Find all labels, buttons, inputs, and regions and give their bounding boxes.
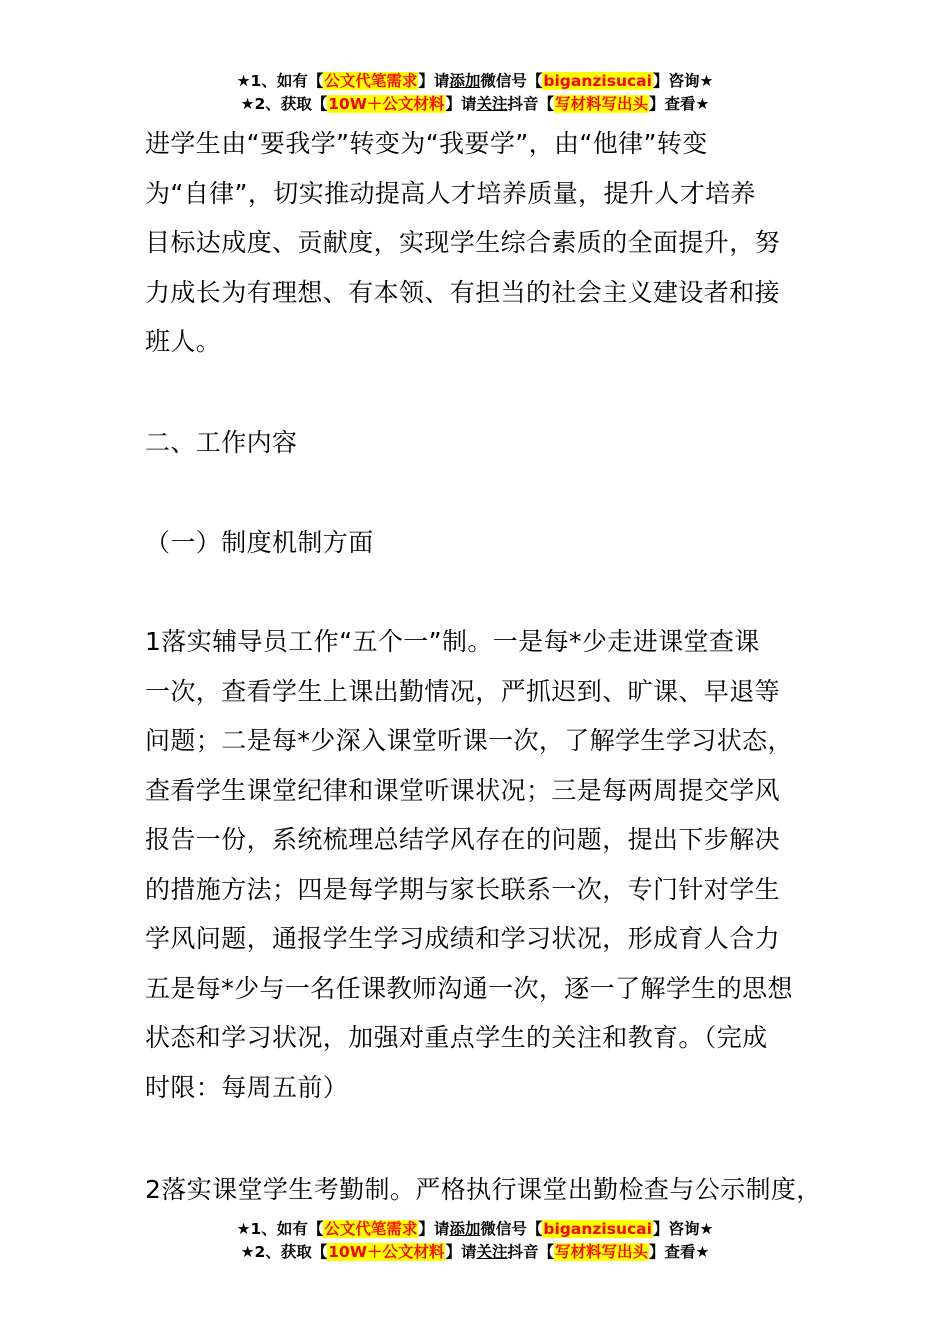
wechat-id-highlight: biganzisucai (543, 72, 652, 90)
text-line: 目标达成度、贡献度，实现学生综合素质的全面提升，努 (145, 228, 781, 257)
header-banner-line-2: ★2、获取【10W＋公文材料】请关注抖音【写材料写出头】查看★ (240, 95, 710, 113)
intro-paragraph (145, 119, 820, 367)
text-line: 状态和学习状况，加强对重点学生的关注和教育。（完成 (145, 1023, 768, 1052)
text-line: 问题；二是每*少深入课堂听课一次，了解学生学习状态， (145, 726, 793, 755)
text-line: 一次，查看学生上课出勤情况，严抓迟到、旷课、早退等 (145, 676, 781, 706)
service-highlight: 公文代笔需求 (324, 72, 418, 90)
text-line: 班人。 (145, 327, 222, 356)
item-2-paragraph (145, 1165, 835, 1215)
text-line: 时限：每周五前） (145, 1072, 349, 1102)
douyin-id-highlight: 写材料写出头 (554, 1243, 648, 1261)
text-line: 为“自律”，切实推动提高人才培养质量，提升人才培养 (145, 178, 756, 208)
section-heading: 二、工作内容 (145, 428, 298, 457)
header-banner (0, 70, 950, 116)
subsection-heading: （一）制度机制方面 (145, 528, 374, 557)
materials-highlight: 10W＋公文材料 (328, 1243, 445, 1261)
item-1-paragraph (145, 617, 820, 1112)
text-line: 进学生由“要我学”转变为“我要学”，由“他律”转变 (145, 129, 708, 158)
text-line: 查看学生课堂纪律和课堂听课状况；三是每两周提交学风 (145, 775, 781, 805)
text-line: 2落实课堂学生考勤制。严格执行课堂出勤检查与公示制度， (145, 1175, 822, 1204)
header-banner-line-1: ★1、如有【公文代笔需求】请添加微信号【biganzisucai】咨询★ (236, 72, 714, 90)
text-line: 1落实辅导员工作“五个一”制。一是每*少走进课堂查课 (145, 627, 760, 656)
footer-banner-line-2: ★2、获取【10W＋公文材料】请关注抖音【写材料写出头】查看★ (240, 1243, 710, 1261)
text-line: 的措施方法；四是每学期与家长联系一次，专门针对学生 (145, 874, 781, 904)
service-highlight: 公文代笔需求 (324, 1220, 418, 1238)
text-line: 学风问题，通报学生学习成绩和学习状况，形成育人合力 (145, 924, 781, 953)
footer-banner (0, 1218, 950, 1264)
douyin-id-highlight: 写材料写出头 (554, 95, 648, 113)
footer-banner-line-1: ★1、如有【公文代笔需求】请添加微信号【biganzisucai】咨询★ (236, 1220, 714, 1238)
text-line: 报告一份，系统梳理总结学风存在的问题，提出下步解决 (145, 825, 781, 854)
text-line: 五是每*少与一名任课教师沟通一次，逐一了解学生的思想 (145, 973, 793, 1003)
wechat-id-highlight: biganzisucai (543, 1220, 652, 1238)
text-line: 力成长为有理想、有本领、有担当的社会主义建设者和接 (145, 277, 781, 307)
materials-highlight: 10W＋公文材料 (328, 95, 445, 113)
